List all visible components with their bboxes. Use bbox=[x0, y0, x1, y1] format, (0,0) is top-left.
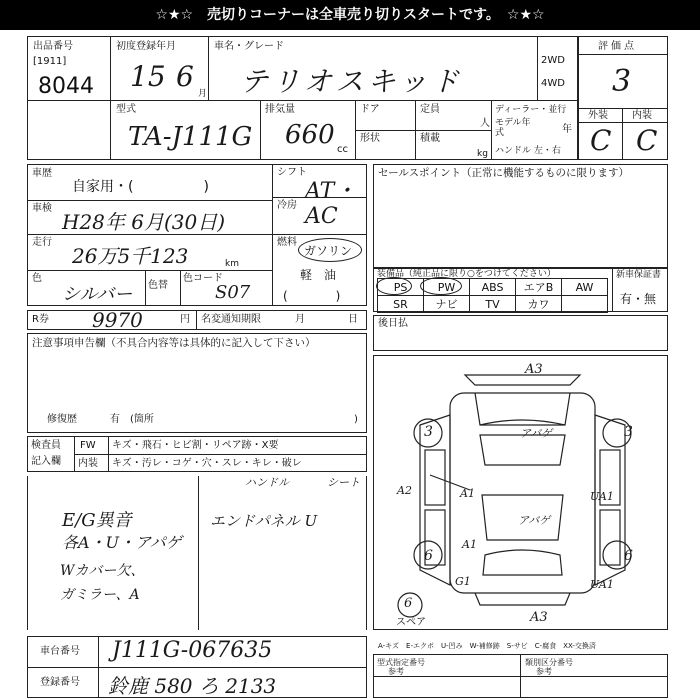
dmark-abage-2: アバゲ bbox=[518, 514, 551, 527]
equip-ps-circle bbox=[376, 277, 412, 295]
first-reg-year: 15 bbox=[130, 60, 166, 93]
equip-pw-circle bbox=[420, 277, 462, 295]
color-label: 色 bbox=[32, 273, 42, 284]
ac-value: AC bbox=[305, 204, 338, 229]
first-reg-month: 6 bbox=[176, 60, 194, 93]
equip-navi: ナビ bbox=[424, 296, 470, 313]
ext-value: C bbox=[590, 124, 612, 157]
equip-aw: AW bbox=[562, 279, 608, 296]
dealer-label: ディーラー・並行 bbox=[495, 105, 567, 115]
day-label: 日 bbox=[348, 314, 358, 325]
history-value: 自家用・( ) bbox=[72, 179, 209, 195]
equipment-label: 装備品（純正品に限り○をつけてください） bbox=[377, 269, 556, 279]
form-label: 型式指定番号 bbox=[377, 658, 425, 667]
shaken-label: 車検 bbox=[32, 203, 52, 214]
hw-handle: ハンドル bbox=[245, 476, 289, 489]
back-label: 後日払 bbox=[378, 318, 408, 329]
spare-label: スペア bbox=[396, 617, 426, 628]
fw-text: キズ・飛石・ヒビ割・リペア跡・X要 bbox=[112, 440, 279, 451]
form-ref: 参考 bbox=[388, 667, 404, 676]
banner: ☆★☆ 売切りコーナーは全車売り切りスタートです。 ☆★☆ bbox=[0, 0, 700, 30]
note-4: ガミラー、A bbox=[60, 587, 140, 603]
fw-label: FW bbox=[80, 440, 96, 451]
shape-label: 形状 bbox=[360, 133, 380, 144]
dmark-a3-bottom: A3 bbox=[530, 610, 548, 625]
dmark-a2: A2 bbox=[397, 484, 412, 497]
load-label: 積載 bbox=[420, 133, 440, 144]
fuel-light: 軽 油 bbox=[300, 268, 337, 282]
repair-label: 修復歴 bbox=[47, 414, 77, 425]
dmark-6-right: 6 bbox=[624, 548, 633, 564]
note-3: Wカバー欠、 bbox=[60, 563, 145, 579]
reg-label: 登録番号 bbox=[40, 677, 80, 688]
dmark-g1: G1 bbox=[455, 575, 471, 588]
note-2: 各A・U・アパゲ bbox=[62, 533, 182, 552]
yen-label: 円 bbox=[180, 314, 190, 325]
dmark-3-right: 3 bbox=[624, 424, 633, 440]
mileage-label: 走行 bbox=[32, 237, 52, 248]
colorcode-label: 色コード bbox=[183, 273, 223, 284]
sales-label: セールスポイント（正常に機能するものに限ります） bbox=[378, 167, 630, 179]
fuel-value: ガソリン bbox=[304, 244, 353, 258]
mileage-value: 26万5千123 bbox=[72, 244, 189, 268]
model-value: テリオスキッド bbox=[240, 65, 463, 98]
fuel-label: 燃料 bbox=[277, 237, 297, 248]
warranty-label: 新車保証書 bbox=[616, 270, 662, 280]
back-box bbox=[373, 315, 668, 351]
disp-unit: cc bbox=[337, 144, 348, 155]
lower-notes-box bbox=[27, 476, 367, 630]
ac-label: 冷房 bbox=[277, 200, 297, 211]
shaken-value: H28年 6月(30日) bbox=[62, 210, 226, 234]
recolor-label: 色替 bbox=[148, 280, 168, 291]
int-insp-text: キズ・汚レ・コゲ・穴・スレ・キレ・破レ bbox=[112, 458, 302, 469]
type-label: 型式 bbox=[116, 104, 136, 115]
dmark-3-left: 3 bbox=[424, 424, 433, 440]
lot-sub: [1911] bbox=[33, 56, 67, 67]
month-unit: 月 bbox=[198, 89, 208, 99]
sales-box bbox=[373, 164, 668, 268]
handle-label: ハンドル 左・右 bbox=[495, 146, 561, 156]
chassis-value: J111G-067635 bbox=[112, 638, 273, 663]
equip-sr: SR bbox=[378, 296, 424, 313]
recycle-box bbox=[27, 310, 367, 330]
category-label: 類別区分番号 bbox=[525, 658, 573, 667]
dmark-abage-1: アバゲ bbox=[520, 427, 553, 440]
model-year-label: モデル年式 bbox=[495, 118, 531, 138]
lot-label: 出品番号 bbox=[33, 41, 73, 52]
reg-value: 鈴鹿 580 ろ 2133 bbox=[108, 674, 277, 698]
equip-ps: PS bbox=[378, 279, 424, 296]
capacity-label: 定員 bbox=[420, 104, 440, 115]
category-ref: 参考 bbox=[536, 667, 552, 676]
dmark-6-left: 6 bbox=[424, 548, 433, 564]
history-label: 車歴 bbox=[32, 168, 52, 179]
score-value: 3 bbox=[612, 64, 632, 99]
shift-value: AT・ bbox=[305, 179, 357, 204]
drive-2wd: 2WD bbox=[541, 55, 565, 66]
inspector-label-1: 検査員 bbox=[31, 440, 61, 451]
equip-pw: PW bbox=[424, 279, 470, 296]
year-unit: 年 bbox=[562, 124, 572, 135]
fuel-paren: ( ) bbox=[283, 289, 341, 303]
model-label: 車名・グレード bbox=[214, 41, 284, 52]
shift-label: シフト bbox=[277, 167, 307, 178]
equip-tv: TV bbox=[470, 296, 516, 313]
capacity-unit: 人 bbox=[480, 118, 490, 129]
dmark-ua1: UA1 bbox=[590, 490, 614, 503]
repair-close: ) bbox=[354, 414, 358, 425]
note-5: エンドパネル U bbox=[210, 512, 318, 530]
color-value: シルバー bbox=[62, 284, 133, 305]
dmark-a1-2: A1 bbox=[462, 538, 477, 551]
month-label: 月 bbox=[295, 314, 305, 325]
recycle-label: R券 bbox=[32, 314, 49, 325]
mileage-unit: km bbox=[225, 259, 239, 269]
equip-airbag: エアB bbox=[516, 279, 562, 296]
dmark-ua1-2: UA1 bbox=[590, 578, 614, 591]
lot-number: 8044 bbox=[38, 74, 94, 99]
hw-seat: シート bbox=[327, 476, 360, 489]
recycle-value: 9970 bbox=[92, 308, 143, 332]
spare-value: 6 bbox=[404, 596, 413, 611]
car-diagram bbox=[380, 365, 665, 620]
note-1: E/G異音 bbox=[62, 510, 132, 531]
score-label: 評価点 bbox=[598, 41, 637, 52]
equip-blank bbox=[562, 296, 608, 313]
legend: A-キズ E-エクボ U-凹み W-補修跡 S-サビ C-腐食 XX-交換済 bbox=[378, 642, 596, 650]
colorcode-value: S07 bbox=[215, 282, 251, 303]
ext-label: 外装 bbox=[588, 110, 608, 121]
disp-label: 排気量 bbox=[265, 104, 295, 115]
equip-abs: ABS bbox=[470, 279, 516, 296]
dmark-a3-top: A3 bbox=[525, 362, 543, 377]
disp-value: 660 bbox=[285, 120, 335, 150]
chassis-label: 車台番号 bbox=[40, 646, 80, 657]
drive-4wd: 4WD bbox=[541, 78, 565, 89]
int-label: 内装 bbox=[632, 110, 652, 121]
equip-leather: カワ bbox=[516, 296, 562, 313]
deadline-label: 名変通知期限 bbox=[201, 314, 261, 325]
load-unit: kg bbox=[477, 149, 488, 159]
repair-value: 有 (箇所 bbox=[110, 414, 154, 425]
first-reg-label: 初度登録年月 bbox=[116, 41, 176, 52]
inspector-label-2: 記入欄 bbox=[31, 456, 61, 467]
notes-label: 注意事項申告欄（不具合内容等は具体的に記入して下さい） bbox=[32, 337, 316, 349]
int-value: C bbox=[636, 124, 658, 157]
warranty-value: 有・無 bbox=[620, 292, 657, 306]
dmark-a1: A1 bbox=[460, 487, 475, 500]
door-label: ドア bbox=[360, 104, 380, 115]
type-value: TA-J111G bbox=[128, 122, 253, 152]
int-insp-label: 内装 bbox=[78, 458, 98, 469]
